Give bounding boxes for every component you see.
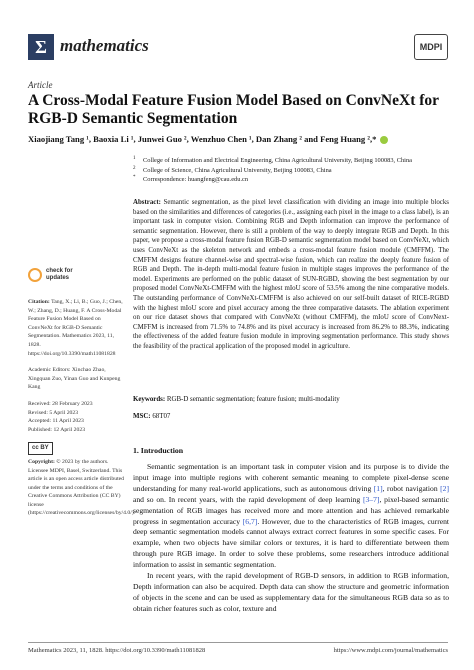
msc-code [133, 412, 449, 422]
citation-link[interactable]: [2] [440, 483, 449, 493]
section-heading: 1. Introduction [133, 446, 184, 455]
abstract-label: Abstract: [133, 199, 161, 206]
sidebar-metadata [28, 298, 136, 526]
copyright: Copyright: © 2023 by the authors. Licensee MDPI, Basel, Switzerland. This article is an open access article distributed under the terms and conditions of the Creative Commons Attribution (CC BY) license (https://creativecommons.org/licenses/by/4.0/). [28, 458, 136, 517]
publisher-logo[interactable]: MDPI [414, 34, 448, 60]
paragraph: Semantic segmentation is an important task in computer vision and its purpose is to divide the input image into multiple regions with coherent semantic meaning to complete pixel-dense scene understanding for many real-world applications, such as autonomous driving [1], robot navigation [2] and so on. In recent years, with the rapid development of deep learning [3–7], pixel-based semantic segmentation of RGB images has received more and more attention and has achieved remarkable progress in segmentation accuracy [6,7]. However, due to the characteristics of RGB images, current deep semantic segmentation models cannot always extract correct features in some specific cases. For example, when two objects have similar colors or textures, it is hard to differentiate between them through pure RGB image. In order to solve these problems, some researchers introduce additional information to assist in semantic segmentation. [133, 462, 449, 570]
updates-icon [28, 268, 42, 282]
msc-text: 68T07 [152, 413, 171, 420]
article-type: Article [28, 80, 53, 90]
updates-text: check for updates [46, 268, 73, 281]
author-list [28, 134, 448, 144]
abstract-text: Semantic segmentation, as the pixel level classification with dividing an image into multiple blocks based on the similarities and differences of categories (i.e., assigning each pixel in the image to a class label), is an important task in computer vision. Combining RGB and Depth information can improve the performance of semantic segmentation. However, there is still a problem of the way to deeply integrate RGB and Depth. In this paper, we propose a cross-modal feature fusion RGB-D semantic segmentation model based on ConvNeXt, which uses ConvNeXt as the skeleton network and embeds a cross-modal feature fusion module (CMFFM). The CMFFM designs feature channel-wise and spectral-wise fusion, which can realize the deeply feature fusion of RGB and Depth. The in-depth multi-modal feature fusion in multiple stages improves the performance of the model. Experiments are performed on the public dataset of SUN-RGBD, showing the best segmentation by our proposed model ConvNeXt-CMFFM with the highest mIoU score of 53.5% among the nine comparative models. The outstanding performance of ConvNeXt-CMFFM is also achieved on our self-built dataset of RICE-RGBD with the highest mIoU score and pixel accuracy among the three comparative datasets. The ablation experiment on our rice dataset shows that compared with ConvNeXt (without CMFFM), the mIoU score of ConvNext-CMFFM is increased from 71.5% to 74.8% and its pixel accuracy is increased from 86.2% to 88.3%, indicating the effectiveness of the added feature fusion module in improving segmentation performance. This study shows the feasibility of the practical application of the proposed model in agriculture. [133, 199, 449, 350]
citation-link[interactable]: [3–7] [362, 494, 380, 504]
paragraph: In recent years, with the rapid development of RGB-D sensors, in addition to RGB information, Depth information can also be acquired. Depth data can show the structure and geometric information of objects in the scene and can be used as supplementary data for the simultaneous RGB data so as to obtain richer features such as color, texture and [133, 571, 449, 613]
affiliation-item: 2 College of Science, China Agricultural University, Beijing 100083, China [133, 165, 332, 174]
cc-license-icon[interactable]: cc BY [28, 442, 53, 455]
academic-editors: Academic Editors: Xinchao Zhao, Xingquan Zuo, Yinan Guo and Kunpeng Kang [28, 367, 121, 391]
affiliations [133, 156, 453, 185]
correspondence: * Correspondence: huangfeng@cau.edu.cn [133, 175, 249, 184]
check-for-updates-badge[interactable] [28, 268, 88, 296]
abstract [133, 198, 449, 352]
introduction-body [133, 462, 449, 615]
citation-link[interactable]: [1] [373, 483, 383, 493]
journal-header [28, 34, 448, 60]
journal-logo: Σ [28, 34, 54, 60]
citation: Citation: Tang, X.; Li, B.; Guo, J.; Chen, W.; Zhang, D.; Huang, F. A Cross-Modal Feature Fusion Model Based on ConvNeXt for RGB-D Semantic Segmentation. Mathematics 2023, 11, 1828. https://doi.org/10.3390/math11081828 [28, 299, 123, 357]
citation-link[interactable]: [6,7] [242, 516, 258, 526]
footer-citation[interactable]: Mathematics 2023, 11, 1828. https://doi.org/10.3390/math11081828 [28, 647, 206, 654]
keywords-text: RGB-D semantic segmentation; feature fusion; multi-modality [166, 396, 340, 403]
footer-journal-link[interactable]: https://www.mdpi.com/journal/mathematics [333, 647, 448, 654]
affiliation-item: 1 College of Information and Electrical Engineering, China Agricultural University, Beijing 100083, China [133, 156, 412, 164]
msc-label: MSC: [133, 413, 151, 420]
article-title: A Cross-Modal Feature Fusion Model Based on ConvNeXt for RGB-D Semantic Segmentation [28, 92, 439, 127]
author-names: Xiaojiang Tang ¹, Baoxia Li ¹, Junwei Guo ², Wenzhuo Chen ¹, Dan Zhang ² and Feng Huang ²,* [28, 134, 377, 144]
orcid-icon[interactable] [380, 136, 388, 144]
keywords-label: Keywords: [133, 396, 166, 403]
journal-name[interactable]: mathematics [60, 36, 149, 55]
dates: Received: 28 February 2023 Revised: 5 April 2023 Accepted: 11 April 2023 Published: 12 April 2023 [28, 400, 93, 433]
footer-divider [28, 642, 448, 643]
keywords [133, 395, 449, 405]
